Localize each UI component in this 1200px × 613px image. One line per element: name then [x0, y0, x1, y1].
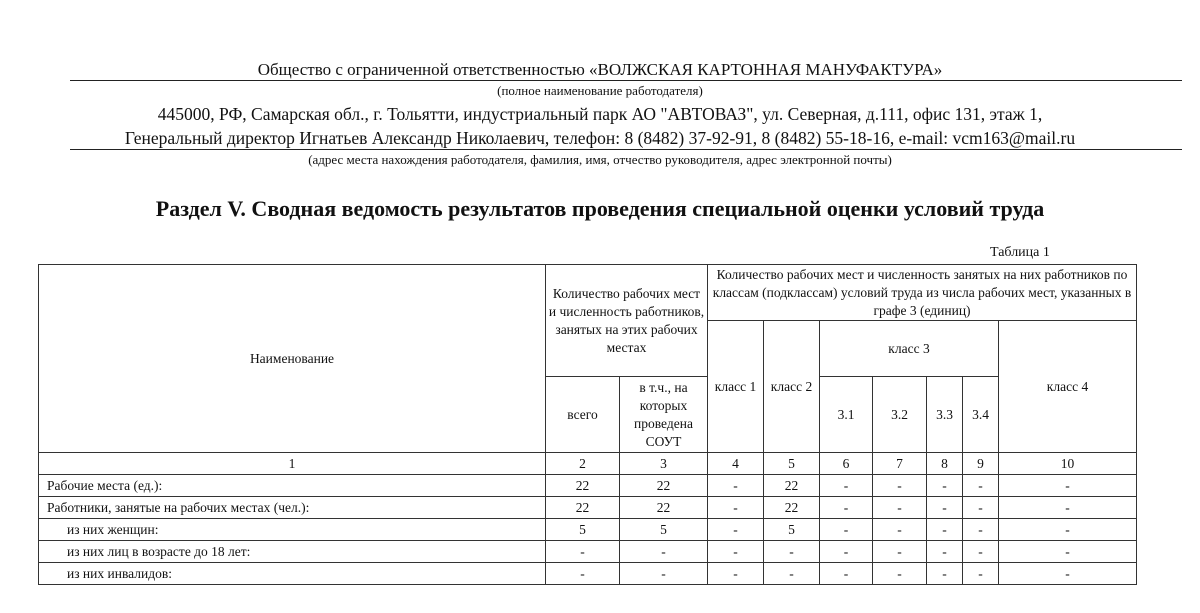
column-number: 1: [39, 453, 546, 475]
header-class1: класс 1: [708, 321, 764, 453]
table-cell: -: [999, 497, 1137, 519]
table-cell: 22: [546, 497, 620, 519]
column-number: 8: [927, 453, 963, 475]
table-cell: -: [620, 541, 708, 563]
header-sub-3-1: 3.1: [820, 377, 873, 453]
employer-name-underline: [70, 80, 1182, 81]
table-cell: -: [708, 541, 764, 563]
row-label: из них лиц в возрасте до 18 лет:: [39, 541, 546, 563]
column-number: 9: [963, 453, 999, 475]
table-cell: -: [820, 475, 873, 497]
table-cell: -: [820, 563, 873, 585]
table-cell: 22: [546, 475, 620, 497]
employer-name-caption: (полное наименование работодателя): [497, 83, 703, 98]
table-cell: -: [999, 541, 1137, 563]
table-cell: 22: [620, 497, 708, 519]
table-cell: -: [963, 563, 999, 585]
employer-address-underline: [70, 149, 1182, 150]
table-cell: -: [963, 497, 999, 519]
table-cell: -: [820, 519, 873, 541]
table-cell: -: [873, 475, 927, 497]
table-cell: -: [927, 497, 963, 519]
header-name: Наименование: [39, 265, 546, 453]
table-cell: -: [963, 541, 999, 563]
table-cell: -: [927, 563, 963, 585]
column-number: 7: [873, 453, 927, 475]
table-cell: 5: [764, 519, 820, 541]
table-row: [39, 563, 1137, 585]
table-cell: -: [873, 563, 927, 585]
row-label: из них женщин:: [39, 519, 546, 541]
table-cell: -: [708, 497, 764, 519]
table-cell: -: [873, 519, 927, 541]
table-cell: -: [999, 475, 1137, 497]
row-label: из них инвалидов:: [39, 563, 546, 585]
table-cell: -: [764, 563, 820, 585]
table-label: Таблица 1: [990, 245, 1050, 260]
table-cell: -: [999, 563, 1137, 585]
table-cell: 22: [764, 475, 820, 497]
table-cell: -: [999, 519, 1137, 541]
table-cell: -: [620, 563, 708, 585]
header-classes-group: Количество рабочих мест и численность занятых на них работников по классам (подклассам) условий труда из числа рабочих мест, указанных в графе 3 (единиц): [708, 265, 1137, 321]
table-cell: -: [873, 497, 927, 519]
table-cell: 22: [764, 497, 820, 519]
employer-address-line2: Генеральный директор Игнатьев Александр Николаевич, телефон: 8 (8482) 37-92-91, 8 (8482) 55-18-16, e-mail: vcm163@mail.ru: [124, 128, 1076, 148]
summary-table: [38, 264, 1137, 585]
table-row: [39, 497, 1137, 519]
header-sub-3-2: 3.2: [873, 377, 927, 453]
table-cell: -: [927, 519, 963, 541]
table-cell: 22: [620, 475, 708, 497]
table-cell: -: [927, 475, 963, 497]
employer-name: Общество с ограниченной ответственностью «ВОЛЖСКАЯ КАРТОННАЯ МАНУФАКТУРА»: [257, 60, 943, 79]
header-sub-3-4: 3.4: [963, 377, 999, 453]
column-number: 3: [620, 453, 708, 475]
table-cell: -: [820, 497, 873, 519]
table-cell: -: [963, 475, 999, 497]
table-cell: -: [963, 519, 999, 541]
table-cell: -: [764, 541, 820, 563]
table-cell: 5: [620, 519, 708, 541]
section-title: Раздел V. Сводная ведомость результатов проведения специальной оценки условий труда: [155, 196, 1045, 221]
header-class4: класс 4: [999, 321, 1137, 453]
employer-address-caption: (адрес места нахождения работодателя, фамилия, имя, отчество руководителя, адрес электронной почты): [308, 152, 892, 167]
header-sout: в т.ч., на которых проведена СОУТ: [620, 377, 708, 453]
table-row: [39, 475, 1137, 497]
header-class3: класс 3: [820, 321, 999, 377]
column-number: 6: [820, 453, 873, 475]
column-number: 2: [546, 453, 620, 475]
header-total: всего: [546, 377, 620, 453]
table-cell: -: [873, 541, 927, 563]
table-cell: 5: [546, 519, 620, 541]
column-number: 4: [708, 453, 764, 475]
table-cell: -: [708, 563, 764, 585]
table-cell: -: [927, 541, 963, 563]
table-cell: -: [708, 519, 764, 541]
table-row: [39, 519, 1137, 541]
table-cell: -: [820, 541, 873, 563]
header-class2: класс 2: [764, 321, 820, 453]
table-cell: -: [546, 563, 620, 585]
column-number-row: [39, 453, 1137, 475]
table-row: [39, 541, 1137, 563]
column-number: 10: [999, 453, 1137, 475]
table-cell: -: [546, 541, 620, 563]
row-label: Работники, занятые на рабочих местах (чел.):: [39, 497, 546, 519]
column-number: 5: [764, 453, 820, 475]
header-workplaces-group: Количество рабочих мест и численность работников, занятых на этих рабочих местах: [546, 265, 708, 377]
table-cell: -: [708, 475, 764, 497]
header-sub-3-3: 3.3: [927, 377, 963, 453]
row-label: Рабочие места (ед.):: [39, 475, 546, 497]
employer-address-line1: 445000, РФ, Самарская обл., г. Тольятти, индустриальный парк АО "АВТОВАЗ", ул. Северная, д.111, офис 131, этаж 1,: [157, 104, 1043, 124]
